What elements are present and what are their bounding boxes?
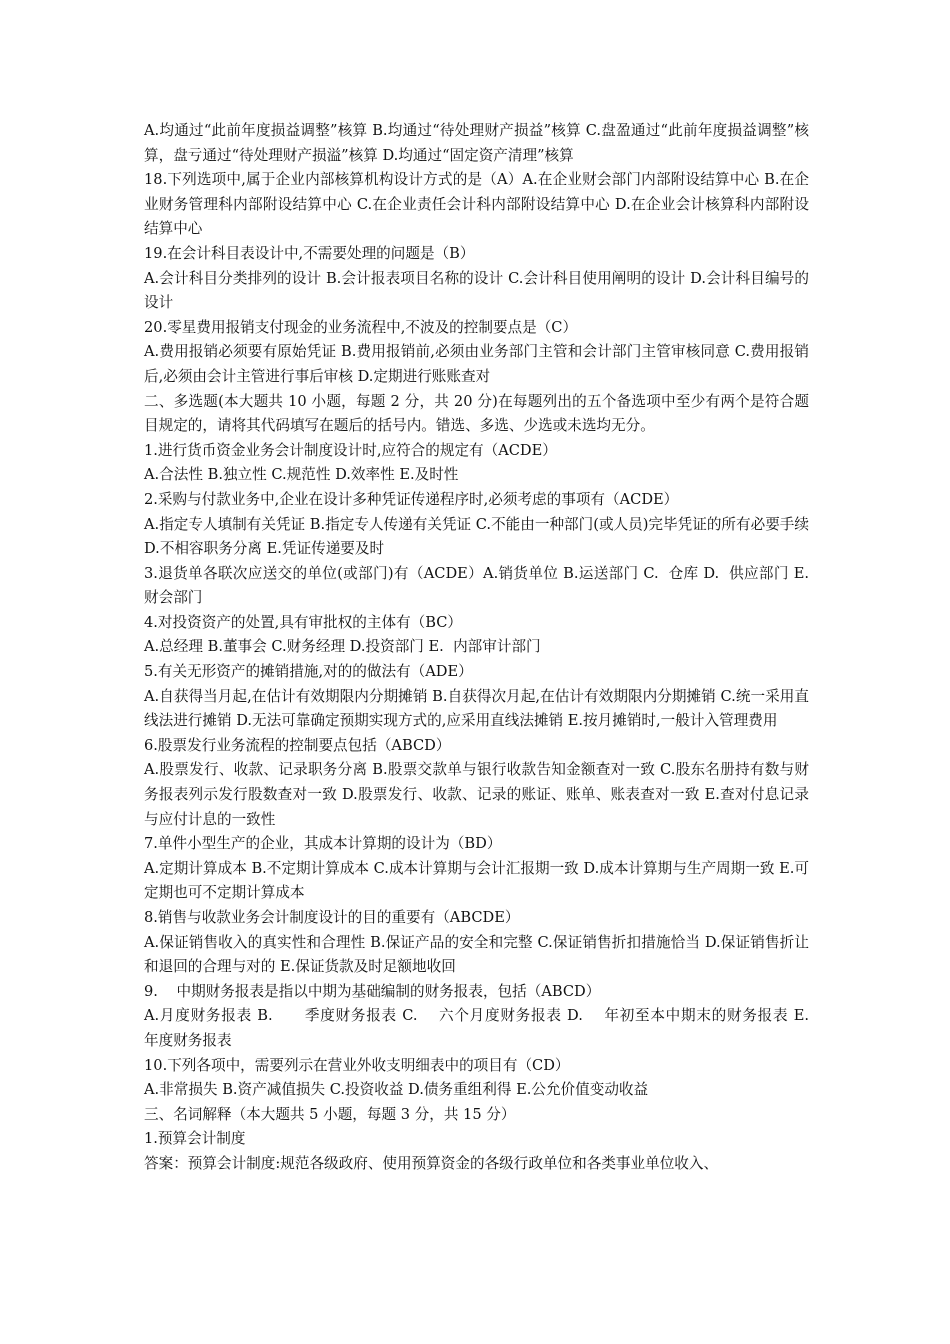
paragraph-19: 7.单件小型生产的企业，其成本计算期的设计为（BD） [144,835,502,853]
paragraph-16: A.自获得当月起,在估计有效期限内分期摊销 B.自获得次月起,在估计有效期限内分期摊销 C.统一采用直线法进行摊销 D.无法可靠确定预期实现方式的,应采用直线法摊销 E.按月摊销时,一般计入管理费用 [144,687,809,730]
paragraph-7: 二、多选题(本大题共 10 小题，每题 2 分，共 20 分)在每题列出的五个备选项中至少有两个是符合题目规定的，请将其代码填写在题后的括号内。错选、多选、少选或未选均无分。 [144,392,809,435]
paragraph-27: 三、名词解释（本大题共 5 小题，每题 3 分，共 15 分） [144,1105,516,1123]
paragraph-25: 10.下列各项中，需要列示在营业外收支明细表中的项目有（CD） [144,1056,570,1074]
paragraph-26: A.非常损失 B.资产减值损失 C.投资收益 D.债务重组利得 E.公允价值变动收益 [144,1081,649,1099]
paragraph-8: 1.进行货币资金业务会计制度设计时,应符合的规定有（ACDE） [144,441,557,459]
document-page [144,119,837,1177]
paragraph-9: A.合法性 B.独立性 C.规范性 D.效率性 E.及时性 [144,466,459,484]
paragraph-11: A.指定专人填制有关凭证 B.指定专人传递有关凭证 C.不能由一种部门(或人员)完毕凭证的所有必要手续 D.不相容职务分离 E.凭证传递要及时 [144,515,814,558]
paragraph-10: 2.采购与付款业务中,企业在设计多种凭证传递程序时,必须考虑的事项有（ACDE） [144,490,679,508]
paragraph-14: A.总经理 B.董事会 C.财务经理 D.投资部门 E. 内部审计部门 [144,638,541,656]
paragraph-29: 答案：预算会计制度:规范各级政府、使用预算资金的各级行政单位和各类事业单位收入、 [144,1154,719,1172]
paragraph-6: A.费用报销必须要有原始凭证 B.费用报销前,必须由业务部门主管和会计部门主管审核同意 C.费用报销后,必须由会计主管进行事后审核 D.定期进行账账查对 [144,343,809,385]
paragraph-2: 18.下列选项中,属于企业内部核算机构设计方式的是（A）A.在企业财会部门内部附设结算中心 B.在企业财务管理科内部附设结算中心 C.在企业责任会计科内部附设结算中心 D.在企业会计核算科内部附设结算中心 [144,171,809,238]
paragraph-3: 19.在会计科目表设计中,不需要处理的问题是（B） [144,244,475,262]
paragraph-1: A.均通过“此前年度损益调整”核算 B.均通过“待处理财产损益”核算 C.盘盈通过“此前年度损益调整”核算，盘亏通过“待处理财产损溢”核算 D.均通过“固定资产清理”核算 [144,122,809,164]
paragraph-15: 5.有关无形资产的摊销措施,对的的做法有（ADE） [144,663,473,681]
paragraph-13: 4.对投资资产的处置,具有审批权的主体有（BC） [144,613,463,631]
paragraph-4: A.会计科目分类排列的设计 B.会计报表项目名称的设计 C.会计科目使用阐明的设计 D.会计科目编号的设计 [144,269,809,312]
paragraph-28: 1.预算会计制度 [144,1130,246,1148]
paragraph-20: A.定期计算成本 B.不定期计算成本 C.成本计算期与会计汇报期一致 D.成本计算期与生产周期一致 E.可定期也可不定期计算成本 [144,859,809,902]
paragraph-17: 6.股票发行业务流程的控制要点包括（ABCD） [144,736,451,754]
paragraph-18: A.股票发行、收款、记录职务分离 B.股票交款单与银行收款告知金额查对一致 C.股东名册持有数与财务报表列示发行股数查对一致 D.股票发行、收款、记录的账证、账单、账表查对一致 E.查对付息记录与应付计息的一致性 [144,761,809,828]
paragraph-12: 3.退货单各联次应送交的单位(或部门)有（ACDE）A.销货单位 B.运送部门 C. 仓库 D. 供应部门 E.财会部门 [144,564,810,607]
paragraph-22: A.保证销售收入的真实性和合理性 B.保证产品的安全和完整 C.保证销售折扣措施恰当 D.保证销售折让和退回的合理与对的 E.保证货款及时足额地收回 [144,933,809,976]
paragraph-5: 20.零星费用报销支付现金的业务流程中,不波及的控制要点是（C） [144,318,578,336]
paragraph-24: A.月度财务报表 B. 季度财务报表 C. 六个月度财务报表 D. 年初至本中期末的财务报表 E. 年度财务报表 [144,1007,837,1049]
paragraph-23: 9. 中期财务报表是指以中期为基础编制的财务报表，包括（ABCD） [144,982,601,1000]
paragraph-21: 8.销售与收款业务会计制度设计的目的重要有（ABCDE） [144,909,520,926]
